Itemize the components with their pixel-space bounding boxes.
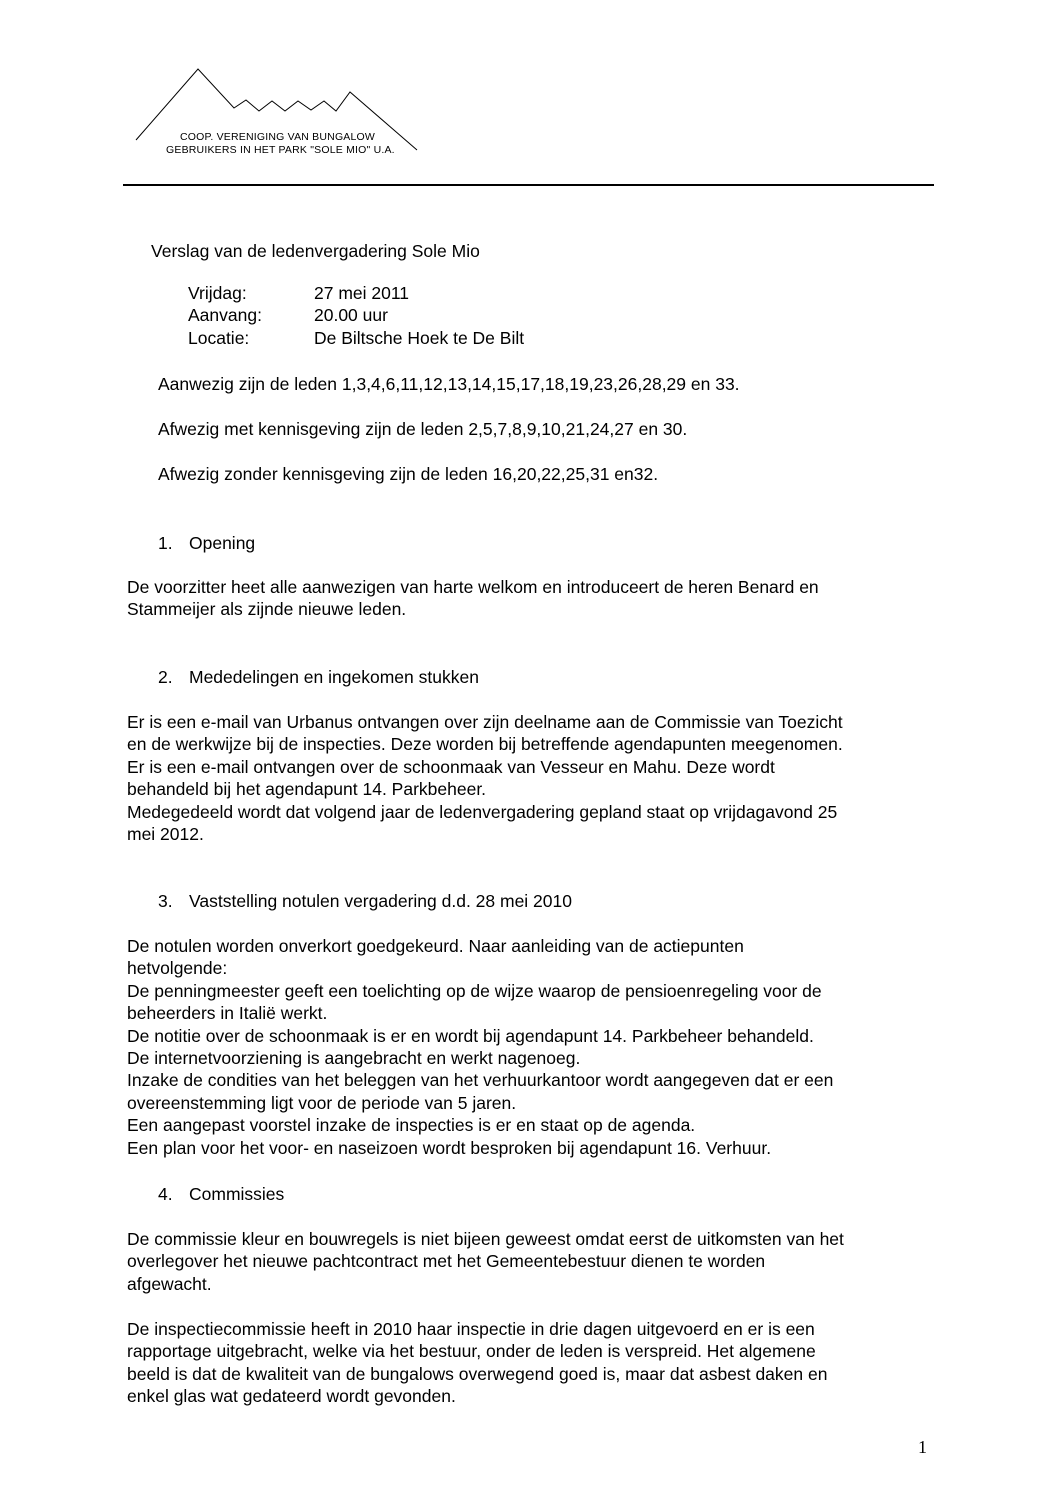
detail-value: De Biltsche Hoek te De Bilt [314, 327, 525, 348]
section-title: Vaststelling notulen vergadering d.d. 28 mei 2010 [189, 891, 572, 911]
body-line: De inspectiecommissie heeft in 2010 haar inspectie in drie dagen uitgevoerd en er is een [127, 1319, 815, 1339]
attendance-absent-notice: Afwezig met kennisgeving zijn de leden 2,5,7,8,9,10,21,24,27 en 30. [158, 419, 688, 439]
attendance-present: Aanwezig zijn de leden 1,3,4,6,11,12,13,14,15,17,18,19,23,26,28,29 en 33. [158, 374, 740, 394]
document-title: Verslag van de ledenvergadering Sole Mio [151, 241, 480, 261]
section-heading [158, 1183, 284, 1205]
body-line: De commissie kleur en bouwregels is niet bijeen geweest omdat eerst de uitkomsten van het [127, 1229, 844, 1249]
body-line: beheerders in Italië werkt. [127, 1003, 328, 1024]
body-line: beeld is dat de kwaliteit van de bungalows overwegend goed is, maar dat asbest daken en [127, 1363, 828, 1384]
detail-label: Vrijdag: [188, 283, 247, 303]
meeting-detail-row [188, 282, 524, 304]
section-body [127, 1228, 935, 1295]
meeting-detail-row [188, 327, 524, 349]
section-body [127, 576, 935, 621]
body-line: behandeld bij het agendapunt 14. Parkbeheer. [127, 779, 487, 800]
body-line: hetvolgende: [127, 958, 228, 979]
body-line: De internetvoorziening is aangebracht en werkt nagenoeg. [127, 1048, 581, 1069]
detail-label: Aanvang: [188, 305, 262, 326]
logo-text-line-2: GEBRUIKERS IN HET PARK "SOLE MIO" U.A. [166, 144, 395, 156]
section-title: Mededelingen en ingekomen stukken [189, 667, 479, 687]
detail-value: 27 mei 2011 [314, 283, 410, 303]
section-number: 1. [158, 533, 173, 553]
section-number: 3. [158, 891, 173, 911]
body-line: Inzake de condities van het beleggen van het verhuurkantoor wordt aangegeven dat er een [127, 1070, 834, 1091]
body-line: Er is een e-mail van Urbanus ontvangen over zijn deelname aan de Commissie van Toezicht [127, 712, 843, 732]
section-number: 4. [158, 1184, 173, 1204]
header-divider [123, 184, 934, 186]
detail-value: 20.00 uur [314, 305, 388, 326]
body-line: Medegedeeld wordt dat volgend jaar de ledenvergadering gepland staat op vrijdagavond 25 [127, 801, 838, 822]
body-line: afgewacht. [127, 1273, 212, 1294]
section-body [127, 711, 935, 845]
section-heading [158, 666, 479, 688]
body-line: Een plan voor het voor- en naseizoen wordt besproken bij agendapunt 16. Verhuur. [127, 1137, 772, 1158]
body-line: Er is een e-mail ontvangen over de schoonmaak van Vesseur en Mahu. Deze wordt [127, 756, 775, 777]
logo-text-line-1: COOP. VERENIGING VAN BUNGALOW [180, 131, 376, 143]
body-line: overeenstemming ligt voor de periode van 5 jaren. [127, 1092, 517, 1113]
body-line: De penningmeester geeft een toelichting op de wijze waarop de pensioenregeling voor de [127, 980, 822, 1001]
section-title: Opening [189, 533, 256, 553]
body-line: De notulen worden onverkort goedgekeurd. Naar aanleiding van de actiepunten [127, 936, 744, 956]
body-line: overlegover het nieuwe pachtcontract met het Gemeentebestuur dienen te worden [127, 1251, 766, 1272]
body-line: mei 2012. [127, 824, 204, 845]
body-line: en de werkwijze bij de inspecties. Deze worden bij betreffende agendapunten meegenomen. [127, 734, 843, 755]
body-line: Een aangepast voorstel inzake de inspecties is er en staat op de agenda. [127, 1115, 696, 1136]
section-heading [158, 532, 255, 554]
detail-label: Locatie: [188, 327, 250, 348]
page-number: 1 [918, 1437, 927, 1457]
meeting-details [188, 282, 524, 349]
section-body [127, 935, 935, 1159]
meeting-detail-row [188, 304, 524, 326]
section-title: Commissies [189, 1184, 285, 1204]
section-body [127, 1318, 935, 1408]
body-line: Stammeijer als zijnde nieuwe leden. [127, 599, 407, 620]
attendance-absent-no-notice: Afwezig zonder kennisgeving zijn de leden 16,20,22,25,31 en32. [158, 464, 659, 484]
body-line: De voorzitter heet alle aanwezigen van harte welkom en introduceert de heren Benard en [127, 577, 819, 597]
body-line: De notitie over de schoonmaak is er en wordt bij agendapunt 14. Parkbeheer behandeld. [127, 1025, 814, 1046]
section-number: 2. [158, 667, 173, 687]
body-line: enkel glas wat gedateerd wordt gevonden. [127, 1386, 456, 1407]
body-line: rapportage uitgebracht, welke via het bestuur, onder de leden is verspreid. Het algemene [127, 1341, 816, 1362]
section-heading [158, 890, 572, 912]
association-logo [130, 64, 425, 164]
